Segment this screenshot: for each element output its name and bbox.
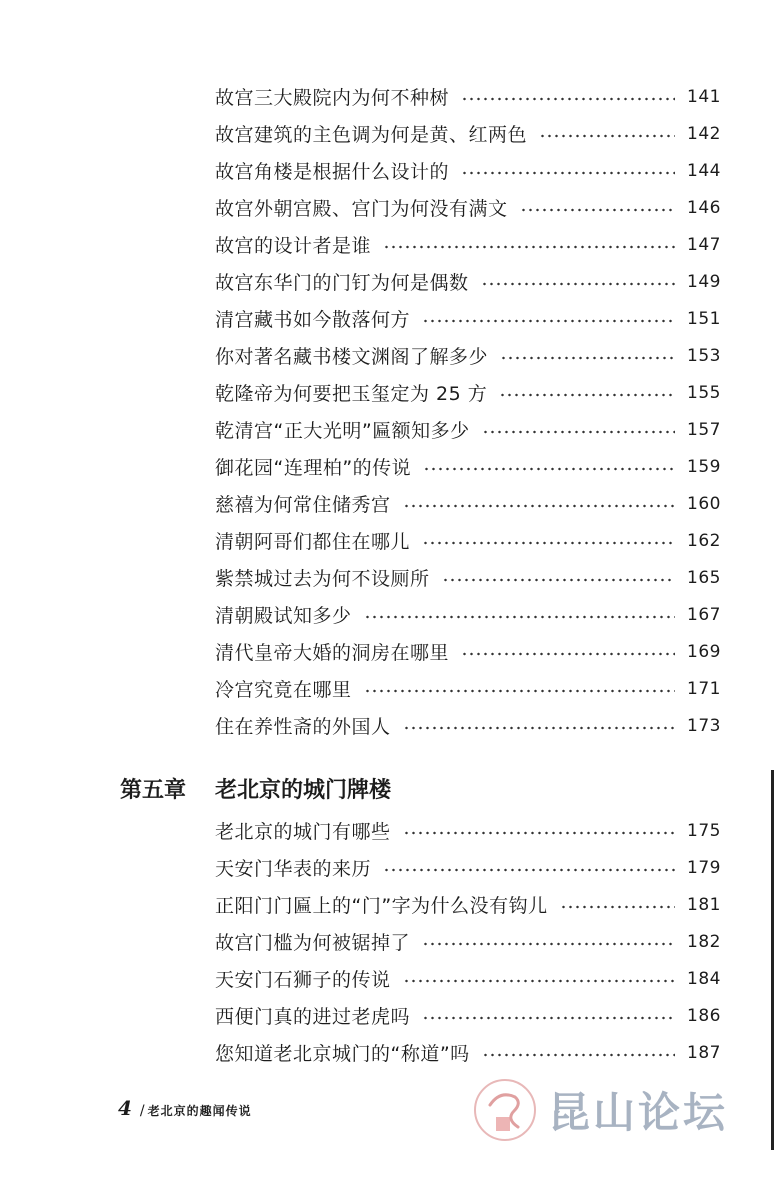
toc-entry-title: 紫禁城过去为何不设厕所	[215, 568, 430, 590]
toc-entry-page: 146	[687, 197, 721, 218]
toc-entry[interactable]	[215, 374, 721, 411]
dot-leader	[364, 689, 675, 693]
dot-leader	[442, 578, 675, 582]
toc-entry-page: 187	[687, 1042, 721, 1063]
toc-entry[interactable]	[215, 411, 721, 448]
toc-entry[interactable]	[215, 633, 721, 670]
dot-leader	[403, 504, 675, 508]
toc-entry-title: 故宫建筑的主色调为何是黄、红两色	[215, 124, 528, 146]
toc-entry[interactable]	[215, 522, 721, 559]
chapter-number: 第五章	[120, 777, 187, 803]
toc-entry-page: 157	[687, 419, 721, 440]
toc-entry[interactable]	[215, 485, 721, 522]
chapter-title: 老北京的城门牌楼	[215, 777, 392, 803]
toc-entry-page: 169	[687, 641, 721, 662]
toc-entry-page: 181	[687, 894, 721, 915]
toc-entry[interactable]	[215, 1034, 721, 1071]
toc-entry[interactable]	[215, 812, 721, 849]
toc-entry-page: 167	[687, 604, 721, 625]
toc-entry-title: 故宫的设计者是谁	[215, 235, 372, 257]
toc-entry-title: 故宫东华门的门钉为何是偶数	[215, 272, 469, 294]
toc-entry[interactable]	[215, 849, 721, 886]
toc-entry-page: 159	[687, 456, 721, 477]
dot-leader	[481, 282, 675, 286]
dot-leader	[461, 97, 675, 101]
toc-entry-title: 正阳门门匾上的“门”字为什么没有钩儿	[215, 895, 548, 917]
toc-entry[interactable]	[215, 300, 721, 337]
toc-entry-title: 故宫外朝宫殿、宫门为何没有满文	[215, 198, 508, 220]
toc-entry-title: 天安门石狮子的传说	[215, 969, 391, 991]
toc-entry[interactable]	[215, 923, 721, 960]
dot-leader	[482, 1053, 675, 1057]
page-footer	[118, 1096, 252, 1120]
footer-separator: /	[139, 1103, 145, 1119]
toc-entry[interactable]	[215, 152, 721, 189]
toc-entry-page: 160	[687, 493, 721, 514]
toc-entry[interactable]	[215, 997, 721, 1034]
dot-leader	[403, 831, 675, 835]
watermark	[470, 1075, 728, 1145]
footer-book-title: 老北京的趣闻传说	[147, 1104, 252, 1118]
toc-entry[interactable]	[215, 707, 721, 744]
dot-leader	[364, 615, 675, 619]
dot-leader	[403, 979, 675, 983]
toc-entry[interactable]	[215, 448, 721, 485]
dot-leader	[403, 726, 675, 730]
toc-entry-title: 清朝殿试知多少	[215, 605, 352, 627]
toc-entry-page: 175	[687, 820, 721, 841]
toc-entry-page: 151	[687, 308, 721, 329]
toc-entry[interactable]	[215, 670, 721, 707]
toc-entry-page: 144	[687, 160, 721, 181]
toc-entry-page: 162	[687, 530, 721, 551]
toc-entry-title: 故宫角楼是根据什么设计的	[215, 161, 450, 183]
toc-entry[interactable]	[215, 960, 721, 997]
watermark-text: 昆山论坛	[548, 1088, 729, 1137]
toc-entry-title: 清代皇帝大婚的洞房在哪里	[215, 642, 450, 664]
dot-leader	[461, 171, 675, 175]
toc-entry-title: 西便门真的进过老虎吗	[215, 1006, 411, 1028]
dot-leader	[383, 868, 675, 872]
toc-entry-page: 165	[687, 567, 721, 588]
toc-entry[interactable]	[215, 226, 721, 263]
toc-entry-page: 141	[687, 86, 721, 107]
dot-leader	[422, 942, 675, 946]
dot-leader	[482, 430, 675, 434]
dot-leader	[499, 393, 675, 397]
dot-leader	[423, 467, 675, 471]
toc-entry-title: 乾隆帝为何要把玉玺定为 25 方	[215, 383, 488, 405]
dot-leader	[539, 134, 675, 138]
toc-entry[interactable]	[215, 189, 721, 226]
dot-leader	[383, 245, 675, 249]
dot-leader	[461, 652, 675, 656]
toc-entry[interactable]	[215, 115, 721, 152]
footer-page-number: 4	[118, 1096, 132, 1120]
toc-entry-title: 清朝阿哥们都住在哪儿	[215, 531, 411, 553]
toc-entry-page: 147	[687, 234, 721, 255]
toc-entry-title: 清宫藏书如今散落何方	[215, 309, 411, 331]
toc-entry-title: 乾清宫“正大光明”匾额知多少	[215, 420, 470, 442]
toc-entry-title: 天安门华表的来历	[215, 858, 372, 880]
toc-entry-title: 故宫门槛为何被锯掉了	[215, 932, 411, 954]
toc-entry[interactable]	[215, 596, 721, 633]
toc-entry[interactable]	[215, 78, 721, 115]
toc-entry-page: 155	[687, 382, 721, 403]
toc-entry-title: 你对著名藏书楼文渊阁了解多少	[215, 346, 489, 368]
toc-entry[interactable]	[215, 337, 721, 374]
toc-entry-title: 慈禧为何常住储秀宫	[215, 494, 391, 516]
seal-logo-icon	[470, 1075, 540, 1145]
toc-entry[interactable]	[215, 886, 721, 923]
dot-leader	[422, 541, 675, 545]
chapter-heading[interactable]	[120, 770, 391, 806]
toc-entry-title: 您知道老北京城门的“称道”吗	[215, 1043, 470, 1065]
toc-entry-page: 182	[687, 931, 721, 952]
toc-entry-page: 149	[687, 271, 721, 292]
toc-entry[interactable]	[215, 559, 721, 596]
toc-entry-title: 老北京的城门有哪些	[215, 821, 391, 843]
toc-entry-title: 住在养性斋的外国人	[215, 716, 391, 738]
toc-entry-page: 142	[687, 123, 721, 144]
toc-entry-title: 冷宫究竟在哪里	[215, 679, 352, 701]
dot-leader	[560, 905, 675, 909]
dot-leader	[422, 319, 675, 323]
page-edge-line	[771, 770, 774, 1150]
dot-leader	[520, 208, 675, 212]
toc-entry-page: 173	[687, 715, 721, 736]
toc-entry-page: 179	[687, 857, 721, 878]
dot-leader	[422, 1016, 675, 1020]
toc-entry-title: 御花园“连理柏”的传说	[215, 457, 412, 479]
toc-entry-page: 171	[687, 678, 721, 699]
toc-entry-page: 184	[687, 968, 721, 989]
dot-leader	[500, 356, 675, 360]
toc-entry-page: 186	[687, 1005, 721, 1026]
toc-entry-title: 故宫三大殿院内为何不种树	[215, 87, 450, 109]
toc-entry-page: 153	[687, 345, 721, 366]
toc-entry[interactable]	[215, 263, 721, 300]
